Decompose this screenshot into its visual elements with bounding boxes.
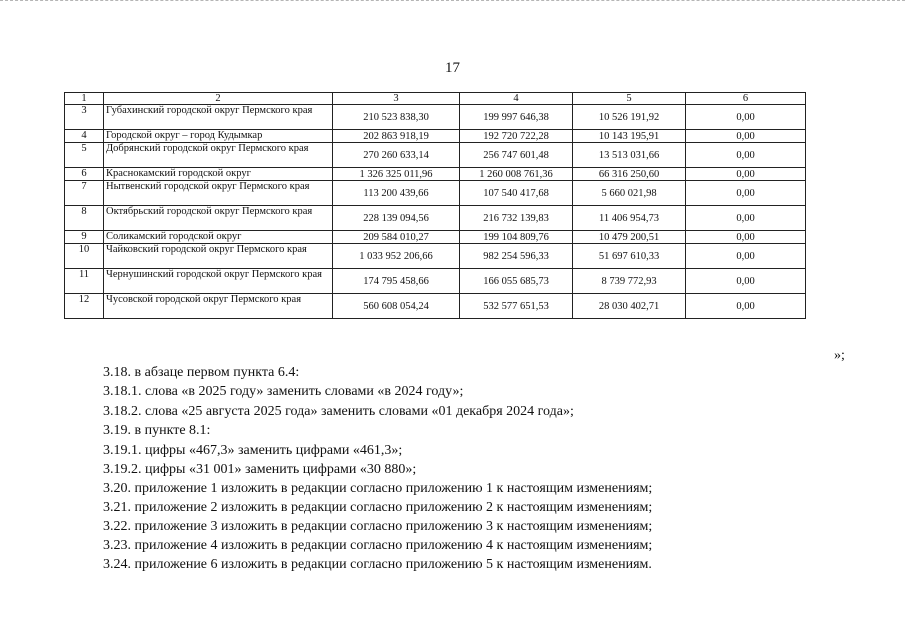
municipality-name: Чусовской городской округ Пермского края [104,294,333,319]
amount-col3: 560 608 054,24 [333,294,460,319]
column-header-6: 6 [686,93,806,105]
column-header-5: 5 [573,93,686,105]
amount-col4: 199 104 809,76 [460,231,573,244]
paragraph-3-19-1: 3.19.1. цифры «467,3» заменить цифрами «461,3»; [103,443,403,458]
municipality-name: Добрянский городской округ Пермского края [104,143,333,168]
row-number: 10 [65,244,104,269]
row-number: 3 [65,105,104,130]
amount-col5: 13 513 031,66 [573,143,686,168]
row-number: 4 [65,130,104,143]
amount-col3: 270 260 633,14 [333,143,460,168]
amount-col5: 10 526 191,92 [573,105,686,130]
amount-col6: 0,00 [686,143,806,168]
municipality-name: Краснокамский городской округ [104,168,333,181]
paragraph-3-20: 3.20. приложение 1 изложить в редакции согласно приложению 1 к настоящим изменениям; [103,481,653,496]
amount-col6: 0,00 [686,231,806,244]
closing-quote: »; [834,348,845,363]
municipality-name: Нытвенский городской округ Пермского края [104,181,333,206]
municipality-name: Губахинский городской округ Пермского края [104,105,333,130]
table-row [65,231,806,244]
amount-col4: 982 254 596,33 [460,244,573,269]
budget-table [64,92,806,319]
amount-col6: 0,00 [686,105,806,130]
row-number: 9 [65,231,104,244]
column-header-3: 3 [333,93,460,105]
municipality-name: Чайковский городской округ Пермского края [104,244,333,269]
paragraph-3-19: 3.19. в пункте 8.1: [103,423,211,438]
page-number: 17 [445,60,460,76]
paragraph-3-18-2: 3.18.2. слова «25 августа 2025 года» заменить словами «01 декабря 2024 года»; [103,404,574,419]
row-number: 7 [65,181,104,206]
amount-col6: 0,00 [686,130,806,143]
column-header-4: 4 [460,93,573,105]
municipality-name: Октябрьский городской округ Пермского края [104,206,333,231]
amount-col5: 8 739 772,93 [573,269,686,294]
amount-col4: 1 260 008 761,36 [460,168,573,181]
paragraph-3-24: 3.24. приложение 6 изложить в редакции согласно приложению 5 к настоящим изменениям. [103,557,652,572]
paragraph-3-21: 3.21. приложение 2 изложить в редакции согласно приложению 2 к настоящим изменениям; [103,500,653,515]
amount-col5: 11 406 954,73 [573,206,686,231]
amount-col6: 0,00 [686,181,806,206]
table-row [65,294,806,319]
amount-col3: 209 584 010,27 [333,231,460,244]
amount-col4: 532 577 651,53 [460,294,573,319]
column-header-1: 1 [65,93,104,105]
amount-col5: 51 697 610,33 [573,244,686,269]
paragraph-3-18-1: 3.18.1. слова «в 2025 году» заменить словами «в 2024 году»; [103,384,464,399]
amount-col4: 199 997 646,38 [460,105,573,130]
paragraph-3-18: 3.18. в абзаце первом пункта 6.4: [103,365,300,380]
amount-col5: 10 479 200,51 [573,231,686,244]
row-number: 8 [65,206,104,231]
table-row [65,206,806,231]
amount-col6: 0,00 [686,269,806,294]
municipality-name: Соликамский городской округ [104,231,333,244]
amount-col3: 210 523 838,30 [333,105,460,130]
table-row [65,181,806,206]
table-row [65,244,806,269]
municipality-name: Чернушинский городской округ Пермского края [104,269,333,294]
amount-col5: 5 660 021,98 [573,181,686,206]
amount-col4: 256 747 601,48 [460,143,573,168]
amount-col6: 0,00 [686,294,806,319]
amount-col3: 113 200 439,66 [333,181,460,206]
row-number: 12 [65,294,104,319]
amount-col6: 0,00 [686,206,806,231]
table-row [65,168,806,181]
amount-col4: 107 540 417,68 [460,181,573,206]
amount-col3: 1 326 325 011,96 [333,168,460,181]
column-header-2: 2 [104,93,333,105]
table-row [65,143,806,168]
row-number: 11 [65,269,104,294]
amount-col3: 228 139 094,56 [333,206,460,231]
amount-col6: 0,00 [686,244,806,269]
table-header-row [65,93,806,105]
amount-col5: 10 143 195,91 [573,130,686,143]
amount-col4: 166 055 685,73 [460,269,573,294]
amount-col3: 1 033 952 206,66 [333,244,460,269]
paragraph-3-22: 3.22. приложение 3 изложить в редакции согласно приложению 3 к настоящим изменениям; [103,519,653,534]
row-number: 6 [65,168,104,181]
paragraph-3-19-2: 3.19.2. цифры «31 001» заменить цифрами «30 880»; [103,462,417,477]
municipality-name: Городской округ – город Кудымкар [104,130,333,143]
amount-col3: 174 795 458,66 [333,269,460,294]
amount-col6: 0,00 [686,168,806,181]
amount-col3: 202 863 918,19 [333,130,460,143]
table-row [65,105,806,130]
amount-col4: 192 720 722,28 [460,130,573,143]
paragraph-3-23: 3.23. приложение 4 изложить в редакции согласно приложению 4 к настоящим изменениям; [103,538,653,553]
amount-col4: 216 732 139,83 [460,206,573,231]
amount-col5: 28 030 402,71 [573,294,686,319]
table-row [65,269,806,294]
amount-col5: 66 316 250,60 [573,168,686,181]
page-top-border [0,0,905,1]
row-number: 5 [65,143,104,168]
table-row [65,130,806,143]
